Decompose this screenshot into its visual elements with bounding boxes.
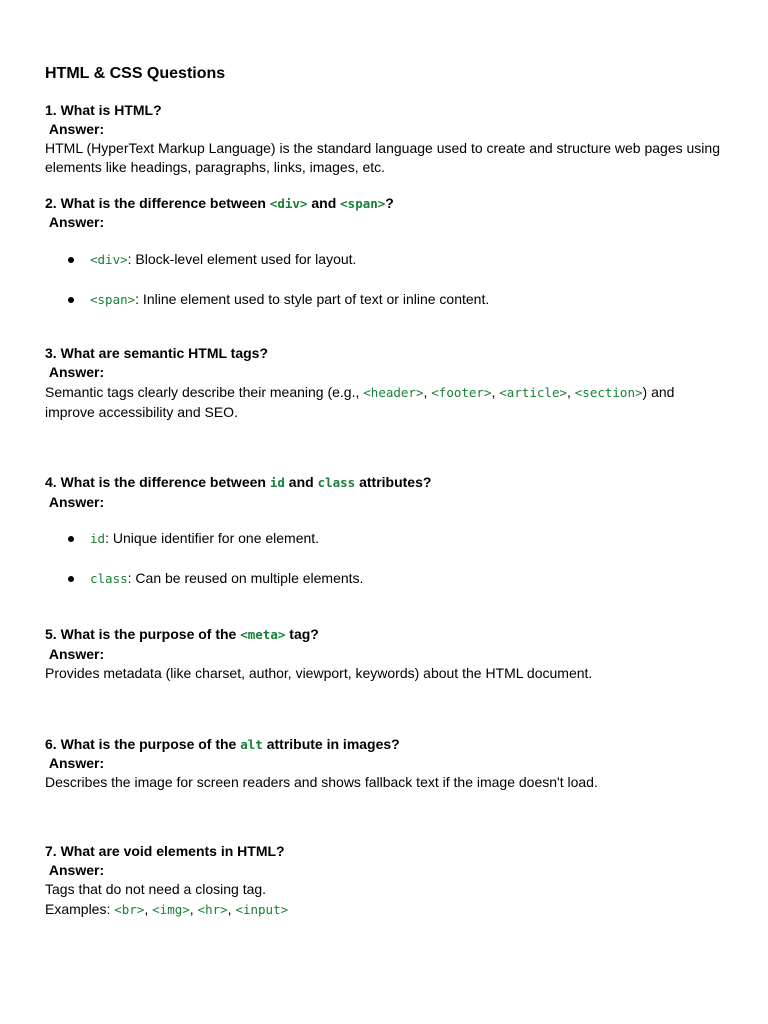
answer-3-text-end: ) and bbox=[642, 384, 675, 400]
code-header: <header> bbox=[363, 385, 424, 400]
list-item bbox=[90, 291, 489, 307]
list-item-text: : Inline element used to style part of text or inline content. bbox=[135, 291, 490, 307]
question-2-and: and bbox=[307, 195, 341, 211]
question-5-end: tag? bbox=[285, 626, 319, 642]
separator: , bbox=[423, 384, 432, 400]
answer-3-line-2: improve accessibility and SEO. bbox=[45, 404, 238, 420]
question-4-and: and bbox=[284, 474, 318, 490]
answer-label-5 bbox=[45, 646, 104, 662]
list-item-code: <span> bbox=[90, 292, 136, 307]
question-4-code-id: id bbox=[269, 475, 285, 490]
list-item-code: <div> bbox=[90, 252, 128, 267]
answer-label-7 bbox=[45, 862, 104, 878]
list-item bbox=[90, 530, 319, 546]
question-2 bbox=[45, 195, 394, 211]
question-6-code-alt: alt bbox=[240, 737, 263, 752]
question-6-text: 6. What is the purpose of the bbox=[45, 736, 241, 752]
question-3: 3. What are semantic HTML tags? bbox=[45, 345, 269, 361]
question-2-text: 2. What is the difference between bbox=[45, 195, 270, 211]
list-item-code: class bbox=[90, 571, 128, 586]
answer-label-text: Answer: bbox=[48, 364, 105, 380]
question-1: 1. What is HTML? bbox=[45, 102, 162, 118]
code-footer: <footer> bbox=[431, 385, 492, 400]
list-item bbox=[90, 570, 363, 586]
answer-label-4 bbox=[45, 494, 104, 510]
bullet-dot bbox=[68, 257, 74, 263]
list-item bbox=[90, 251, 356, 267]
answer-label-1 bbox=[45, 121, 104, 137]
separator: , bbox=[227, 901, 236, 917]
answer-label-text: Answer: bbox=[48, 646, 105, 662]
answer-7-examples bbox=[45, 901, 288, 917]
question-2-code-span: <span> bbox=[340, 196, 386, 211]
question-2-mark: ? bbox=[385, 195, 394, 211]
code-section: <section> bbox=[574, 385, 643, 400]
question-5-code-meta: <meta> bbox=[240, 627, 286, 642]
separator: , bbox=[189, 901, 198, 917]
question-5 bbox=[45, 626, 319, 642]
answer-3-text: Semantic tags clearly describe their meaning (e.g., bbox=[45, 384, 364, 400]
question-6-end: attribute in images? bbox=[262, 736, 400, 752]
examples-label: Examples: bbox=[45, 901, 115, 917]
question-4-end: attributes? bbox=[355, 474, 432, 490]
separator: , bbox=[144, 901, 153, 917]
list-item-code: id bbox=[90, 531, 106, 546]
code-article: <article> bbox=[499, 385, 567, 400]
answer-6: Describes the image for screen readers and shows fallback text if the image doesn't load. bbox=[45, 774, 598, 790]
code-br: <br> bbox=[114, 902, 145, 917]
answer-label-text: Answer: bbox=[48, 755, 105, 771]
page-title: HTML & CSS Questions bbox=[45, 65, 226, 82]
separator: , bbox=[491, 384, 500, 400]
question-7: 7. What are void elements in HTML? bbox=[45, 843, 285, 859]
code-hr: <hr> bbox=[197, 902, 228, 917]
answer-label-text: Answer: bbox=[48, 121, 105, 137]
question-4-code-class: class bbox=[317, 475, 356, 490]
list-item-text: : Unique identifier for one element. bbox=[105, 530, 320, 546]
question-4-text: 4. What is the difference between bbox=[45, 474, 270, 490]
bullet-dot bbox=[68, 536, 74, 542]
answer-5: Provides metadata (like charset, author, viewport, keywords) about the HTML document. bbox=[45, 665, 593, 681]
answer-7-line-1: Tags that do not need a closing tag. bbox=[45, 881, 267, 897]
answer-1-line-2: elements like headings, paragraphs, links, images, etc. bbox=[45, 159, 386, 175]
answer-label-3 bbox=[45, 364, 104, 380]
code-input: <input> bbox=[235, 902, 289, 917]
list-item-text: : Can be reused on multiple elements. bbox=[127, 570, 364, 586]
separator: , bbox=[567, 384, 575, 400]
answer-label-text: Answer: bbox=[48, 494, 105, 510]
code-img: <img> bbox=[152, 902, 190, 917]
list-item-text: : Block-level element used for layout. bbox=[127, 251, 357, 267]
question-5-text: 5. What is the purpose of the bbox=[45, 626, 241, 642]
bullet-dot bbox=[68, 297, 74, 303]
answer-label-2 bbox=[45, 214, 104, 230]
answer-label-text: Answer: bbox=[48, 862, 105, 878]
bullet-dot bbox=[68, 576, 74, 582]
answer-3-line-1 bbox=[45, 384, 674, 400]
answer-label-6 bbox=[45, 755, 104, 771]
question-2-code-div: <div> bbox=[269, 196, 308, 211]
question-6 bbox=[45, 736, 400, 752]
answer-label-text: Answer: bbox=[48, 214, 105, 230]
question-4 bbox=[45, 474, 431, 490]
answer-1-line-1: HTML (HyperText Markup Language) is the standard language used to create and structure web pages using bbox=[45, 140, 720, 156]
